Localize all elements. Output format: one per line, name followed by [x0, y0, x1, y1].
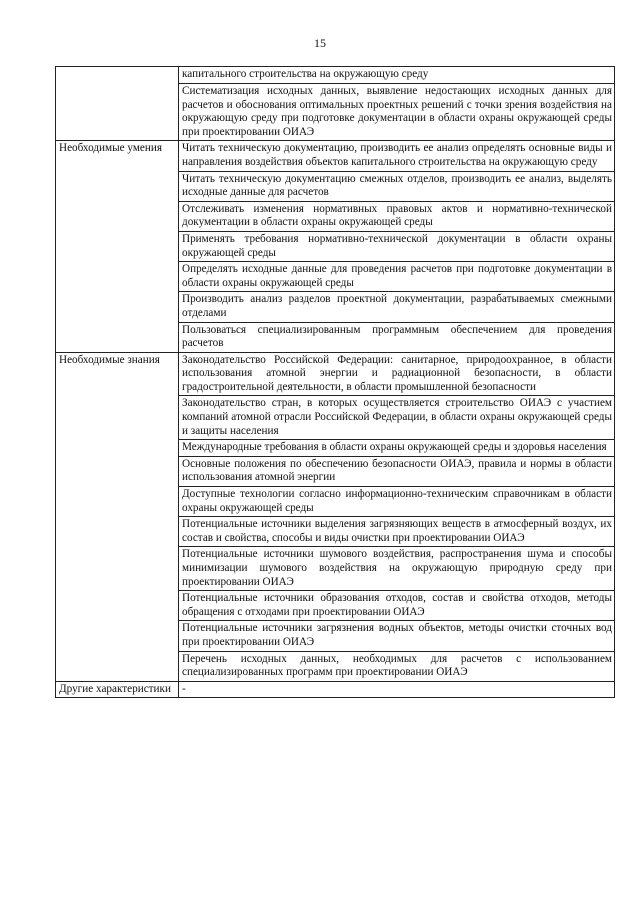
requirement-text: Потенциальные источники шумового воздействия, распространения шума и способы минимизации шумового воздействия на окружающую природную среду при проектировании ОИАЭ — [179, 547, 615, 591]
requirement-text: Систематизация исходных данных, выявление недостающих исходных данных для расчетов и обоснования оптимальных проектных решений с точки зрения воздействия на окружающую среду при подготовке документации в области охраны окружающей среды при проектировании ОИАЭ — [179, 84, 615, 141]
section-label: Необходимые умения — [56, 141, 179, 352]
requirement-text: капитального строительства на окружающую среду — [179, 67, 615, 84]
requirement-text: - — [179, 681, 615, 698]
requirement-text: Законодательство Российской Федерации: санитарное, природоохранное, в области использования атомной энергии и радиационной безопасности, в области градостроительной деятельности, в области промышленной безопасности — [179, 352, 615, 396]
requirement-text: Перечень исходных данных, необходимых для расчетов с использованием специализированных программ при проектировании ОИАЭ — [179, 651, 615, 681]
requirement-text: Международные требования в области охраны окружающей среды и здоровья населения — [179, 440, 615, 457]
table-row — [56, 681, 615, 698]
section-label: Другие характеристики — [56, 681, 179, 698]
requirement-text: Определять исходные данные для проведения расчетов при подготовке документации в области охраны окружающей среды — [179, 262, 615, 292]
page-number: 15 — [314, 36, 326, 50]
requirement-text: Потенциальные источники загрязнения водных объектов, методы очистки сточных вод при проектировании ОИАЭ — [179, 621, 615, 651]
competency-table-body — [56, 67, 615, 698]
requirement-text: Законодательство стран, в которых осуществляется строительство ОИАЭ с участием компаний атомной отрасли Российской Федерации, в области охраны окружающей среды и защиты населения — [179, 396, 615, 440]
requirement-text: Читать техническую документацию, производить ее анализ определять основные виды и направления воздействия объектов капитального строительства на окружающую среду — [179, 141, 615, 171]
requirement-text: Отслеживать изменения нормативных правовых актов и нормативно-технической документации в области охраны окружающей среды — [179, 201, 615, 231]
requirement-text: Пользоваться специализированным программным обеспечением для проведения расчетов — [179, 322, 615, 352]
section-label — [56, 67, 179, 141]
competency-table — [55, 66, 615, 698]
requirement-text: Основные положения по обеспечению безопасности ОИАЭ, правила и нормы в области использования атомной энергии — [179, 456, 615, 486]
requirement-text: Доступные технологии согласно информационно-техническим справочникам в области охраны окружающей среды — [179, 487, 615, 517]
section-label: Необходимые знания — [56, 352, 179, 681]
requirement-text: Потенциальные источники выделения загрязняющих веществ в атмосферный воздух, их состав и свойства, способы и виды очистки при проектировании ОИАЭ — [179, 517, 615, 547]
requirement-text: Применять требования нормативно-технической документации в области охраны окружающей среды — [179, 231, 615, 261]
requirement-text: Читать техническую документацию смежных отделов, производить ее анализ, выделять исходные данные для расчетов — [179, 171, 615, 201]
requirement-text: Потенциальные источники образования отходов, состав и свойства отходов, методы обращения с отходами при проектировании ОИАЭ — [179, 591, 615, 621]
requirement-text: Производить анализ разделов проектной документации, разрабатываемых смежными отделами — [179, 292, 615, 322]
table-row — [56, 67, 615, 84]
table-row — [56, 141, 615, 171]
table-row — [56, 352, 615, 396]
